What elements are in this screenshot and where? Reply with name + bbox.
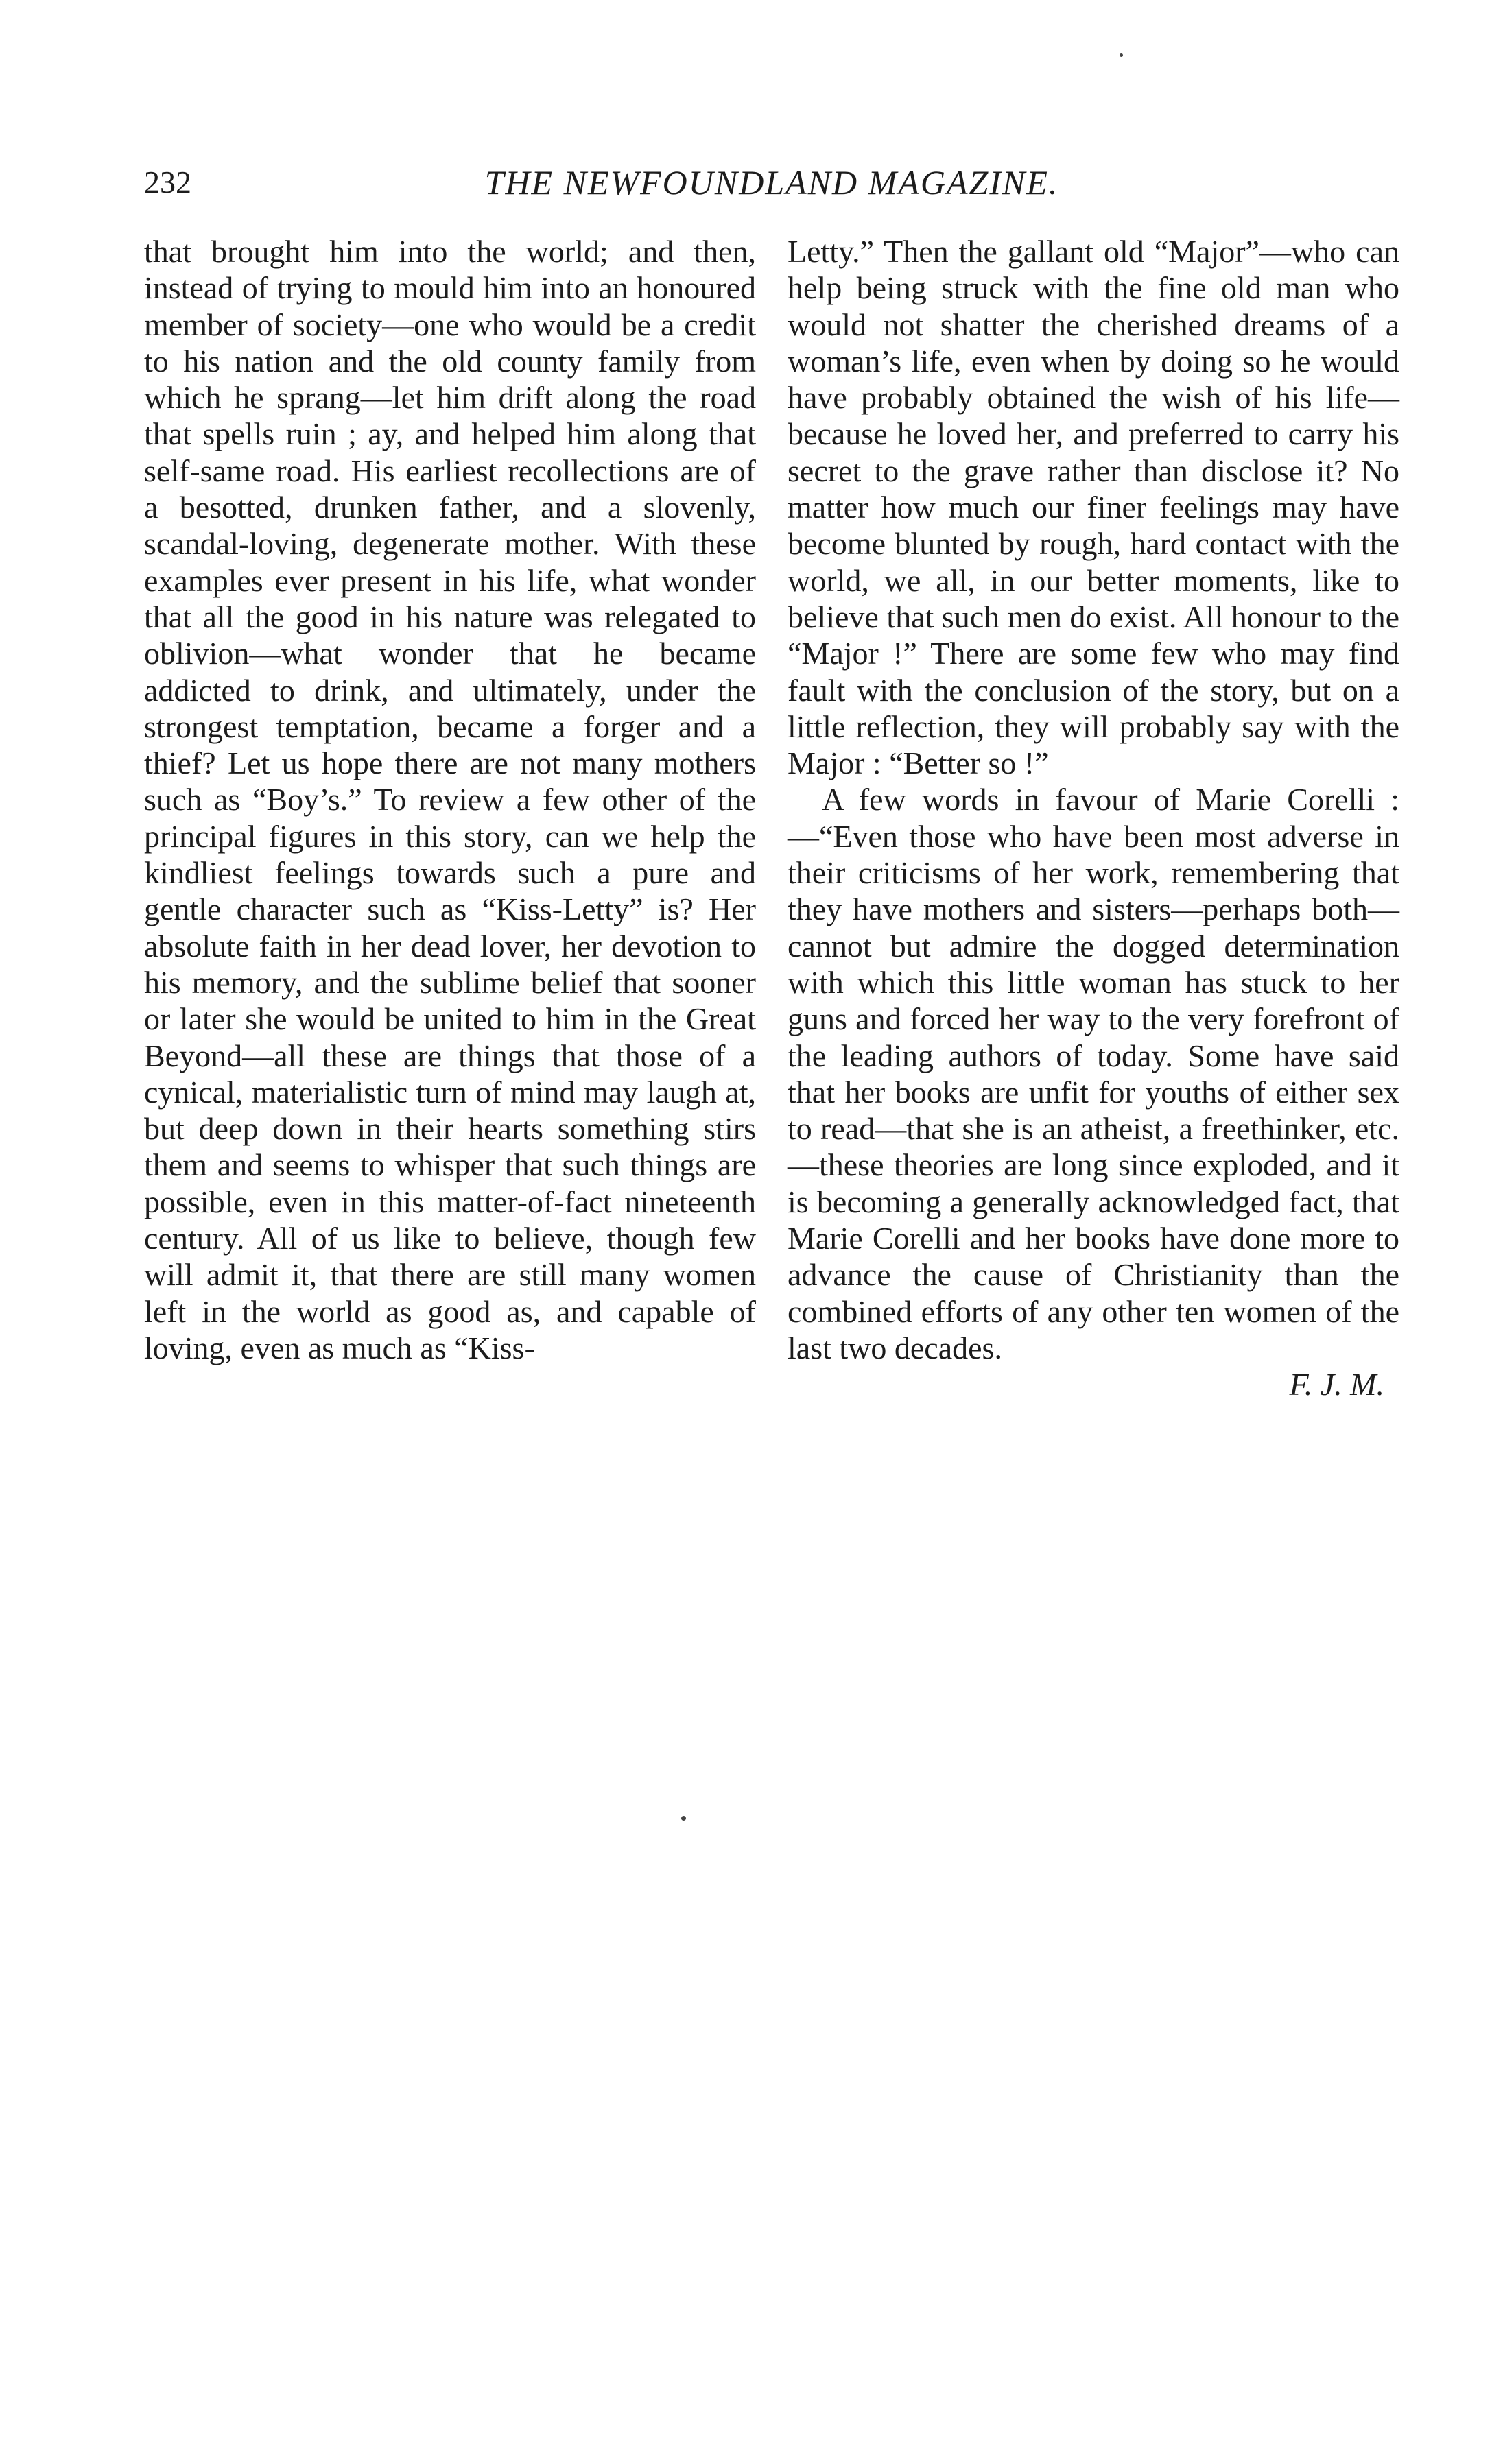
left-column	[144, 233, 756, 1402]
author-signature: F. J. M.	[1289, 1367, 1384, 1402]
running-head	[144, 162, 1399, 203]
page	[144, 162, 1399, 1402]
right-column	[788, 233, 1399, 1402]
article-columns	[144, 233, 1399, 1402]
running-title: THE NEWFOUNDLAND MAGAZINE.	[484, 163, 1059, 202]
right-paragraph-1: Letty.” Then the gallant old “Major”—who can help being struck with the fine old man who would not shatter the cherished dreams of a woman’s life, even when by doing so he would have probably obtained the wish of his life—because he loved her, and preferred to carry his secret to the grave rather than disclose it? No matter how much our finer feelings may have become blunted by rough, hard contact with the world, we all, in our better moments, like to believe that such men do exist. All honour to the “Major !” There are some few who may find fault with the conclusion of the story, but on a little reflection, they will probably say with the Major : “Better so !”	[788, 234, 1399, 781]
page-number: 232	[144, 165, 191, 200]
print-speck	[681, 1816, 686, 1821]
left-paragraph-1: that brought him into the world; and then, instead of trying to mould him into an honoured member of society—one who would be a credit to his nation and the old county family from which he sprang—let him drift along the road that spells ruin ; ay, and helped him along that self-same road. His earliest recollections are of a besotted, drunken father, and a slovenly, scandal-loving, degenerate mother. With these examples ever present in his life, what wonder that all the good in his nature was relegated to oblivion—what wonder that he became addicted to drink, and ultimately, under the strongest temptation, became a forger and a thief? Let us hope there are not many mothers such as “Boy’s.” To review a few other of the principal figures in this story, can we help the kindliest feelings towards such a pure and gentle character such as “Kiss-Letty” is? Her absolute faith in her dead lover, her devotion to his memory, and the sublime belief that sooner or later she would be united to him in the Great Beyond—all these are things that those of a cynical, materialistic turn of mind may laugh at, but deep down in their hearts something stirs them and seems to whisper that such things are possible, even in this matter-of-fact nineteenth century. All of us like to believe, though few will admit it, that there are still many women left in the world as good as, and capable of loving, even as much as “Kiss-	[144, 234, 756, 1365]
print-speck	[1120, 53, 1123, 57]
right-paragraph-2: A few words in favour of Marie Corelli :—“Even those who have been most adverse in their criticisms of her work, remembering that they have mothers and sisters—perhaps both—cannot but admire the dogged determination with which this little woman has stuck to her guns and forced her way to the very forefront of the leading authors of today. Some have said that her books are unfit for youths of either sex to read—that she is an atheist, a freethinker, etc.—these theories are long since exploded, and it is becoming a generally acknowledged fact, that Marie Corelli and her books have done more to advance the cause of Christianity than the combined efforts of any other ten women of the last two decades.	[788, 782, 1399, 1365]
